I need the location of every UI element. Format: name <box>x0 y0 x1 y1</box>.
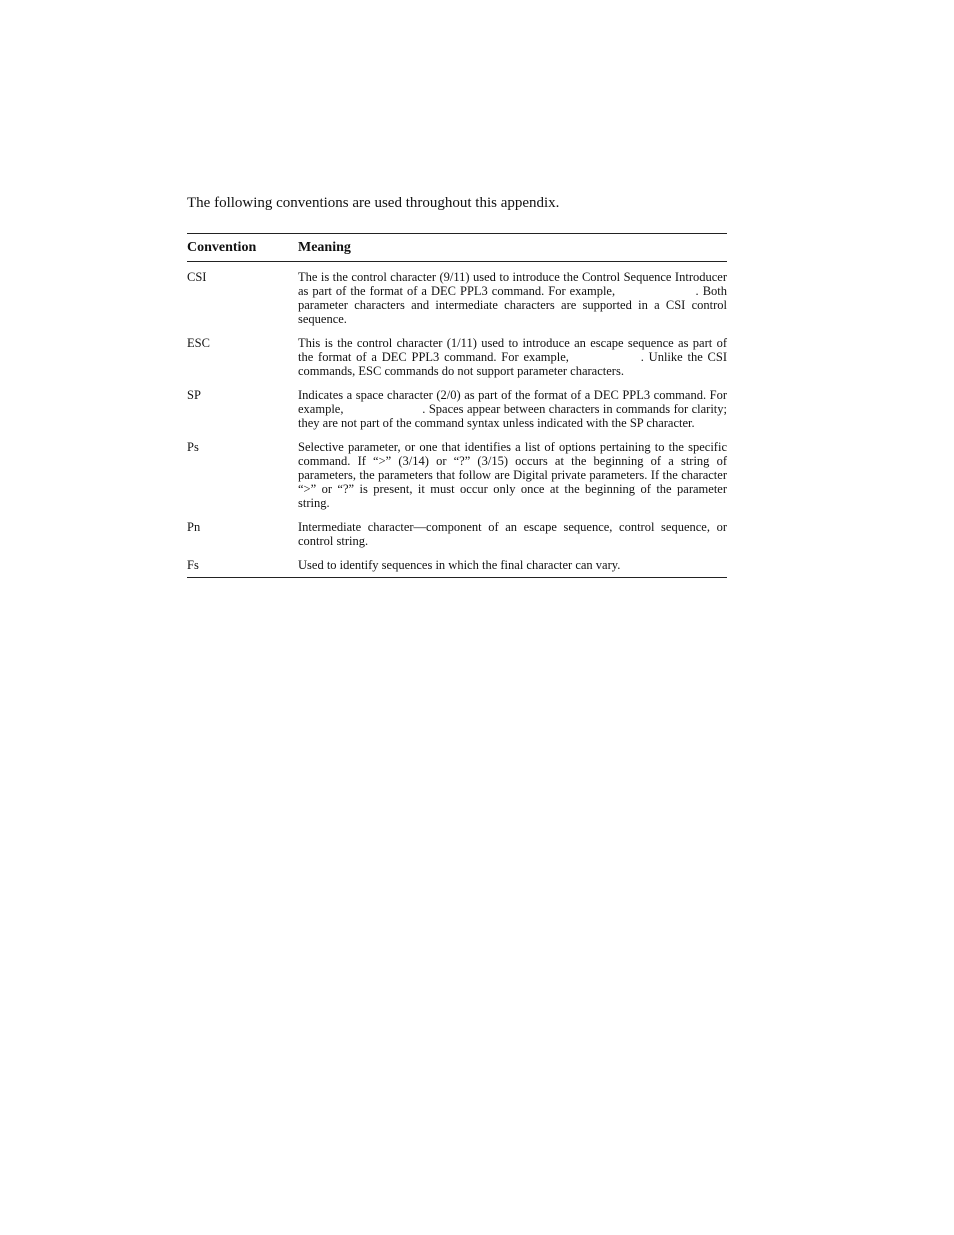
table-row <box>187 270 727 326</box>
conventions-table <box>187 233 727 578</box>
intro-text: The following conventions are used throughout this appendix. <box>187 195 560 211</box>
table-row <box>187 520 727 548</box>
convention-cell: Ps <box>187 440 199 454</box>
meaning-cell: Used to identify sequences in which the final character can vary. <box>298 558 621 572</box>
meaning-cell: Selective parameter, or one that identifies a list of options pertaining to the specific command. If “>” (3/14) or “?” (3/15) occurs at the beginning of a string of parameters, the parameters that follow are Digital private parameters. If the character “>” or “?” is present, it must occur only once at the beginning of the parameter string. <box>298 440 727 510</box>
meaning-cell: Intermediate character—component of an escape sequence, control sequence, or control string. <box>298 520 727 548</box>
header-meaning: Meaning <box>298 239 351 255</box>
convention-cell: ESC <box>187 336 210 350</box>
header-convention: Convention <box>187 239 257 255</box>
table-row <box>187 440 727 510</box>
table-row <box>187 558 727 572</box>
table-body <box>187 262 727 577</box>
convention-cell: CSI <box>187 270 207 284</box>
table-row <box>187 336 727 378</box>
meaning-cell: This is the control character (1/11) used to introduce an escape sequence as part of the format of a DEC PPL3 command. For example, . Unlike the CSI commands, ESC commands do not support parameter characters. <box>298 336 727 378</box>
meaning-cell: Indicates a space character (2/0) as part of the format of a DEC PPL3 command. For example, . Spaces appear between characters in commands for clarity; they are not part of the command syntax unless indicated with the SP character. <box>298 388 727 430</box>
convention-cell: Pn <box>187 520 201 534</box>
convention-cell: SP <box>187 388 201 402</box>
table-header <box>187 234 727 262</box>
table-row <box>187 388 727 430</box>
meaning-cell: The is the control character (9/11) used to introduce the Control Sequence Introducer as part of the format of a DEC PPL3 command. For example, . Both parameter characters and intermediate characters are supported in a CSI control sequence. <box>298 270 727 326</box>
convention-cell: Fs <box>187 558 199 572</box>
